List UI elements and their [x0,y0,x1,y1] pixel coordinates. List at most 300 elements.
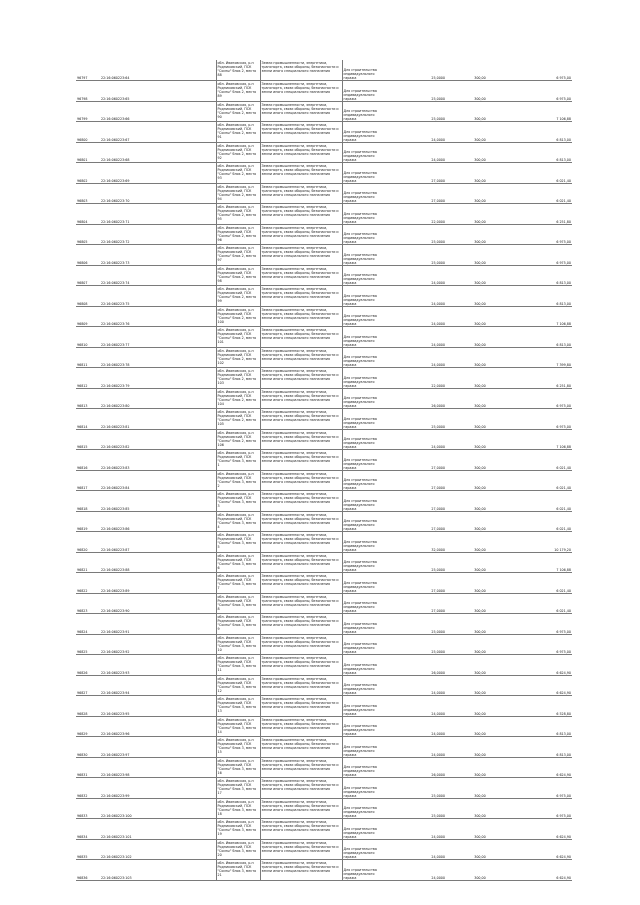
land-category: Земли промышленности, энергетики, транспорта, связи обороны, безопасности и земли иного специального назначения [260,860,342,881]
rate-value: 300,00 [446,737,514,758]
cost-value: 6 021,40 [514,183,572,204]
rate-value: 300,00 [446,204,514,225]
row-number: 96817 [76,470,100,491]
cost-value: 6 975,00 [514,81,572,102]
cost-value: 6 813,00 [514,286,572,307]
row-number: 96804 [76,204,100,225]
land-category: Земли промышленности, энергетики, транспорта, связи обороны, безопасности и земли иного специального назначения [260,409,342,430]
permitted-use: Для строительства индивидуального гаража [342,347,386,368]
address: обл. Ивановская, р-н Родниковский, ПСК "Сосны" блок 2, место 102 [216,347,260,368]
cadastral-number: 22:16:060223:87 [100,532,216,553]
row-number: 96834 [76,819,100,840]
rate-value: 300,00 [446,839,514,860]
address: обл. Ивановская, р-н Родниковский, ПСК "Сосны" блок 2, место 95 [216,204,260,225]
area-value: 25,0000 [386,60,446,81]
row-number: 96826 [76,655,100,676]
address: обл. Ивановская, р-н Родниковский, ПСК "Сосны" блок 3, место 6 [216,552,260,573]
rate-value: 300,00 [446,778,514,799]
permitted-use: Для строительства индивидуального гаража [342,696,386,717]
land-category: Земли промышленности, энергетики, транспорта, связи обороны, безопасности и земли иного специального назначения [260,573,342,594]
land-category: Земли промышленности, энергетики, транспорта, связи обороны, безопасности и земли иного специального назначения [260,511,342,532]
permitted-use: Для строительства индивидуального гаража [342,327,386,348]
permitted-use: Для строительства индивидуального гаража [342,614,386,635]
permitted-use: Для строительства индивидуального гаража [342,552,386,573]
row-number: 96809 [76,306,100,327]
land-category: Земли промышленности, энергетики, транспорта, связи обороны, безопасности и земли иного специального назначения [260,327,342,348]
area-value: 27,0000 [386,470,446,491]
cadastral-number: 22:16:060223:68 [100,142,216,163]
rate-value: 300,00 [446,368,514,389]
cadastral-number: 22:16:060223:73 [100,245,216,266]
cadastral-number: 22:16:060223:80 [100,388,216,409]
land-plot-table [76,60,572,881]
address: обл. Ивановская, р-н Родниковский, ПСК "Сосны" блок 3, место 11 [216,655,260,676]
table-row [76,511,572,532]
area-value: 26,0000 [386,388,446,409]
cadastral-number: 22:16:060223:84 [100,470,216,491]
permitted-use: Для строительства индивидуального гаража [342,224,386,245]
row-number: 96831 [76,757,100,778]
row-number: 96829 [76,716,100,737]
land-category: Земли промышленности, энергетики, транспорта, связи обороны, безопасности и земли иного специального назначения [260,470,342,491]
land-category: Земли промышленности, энергетики, транспорта, связи обороны, безопасности и земли иного специального назначения [260,306,342,327]
permitted-use: Для строительства индивидуального гаража [342,491,386,512]
permitted-use: Для строительства индивидуального гаража [342,634,386,655]
table-row [76,675,572,696]
address: обл. Ивановская, р-н Родниковский, ПСК "Сосны" блок 3, место 2 [216,470,260,491]
rate-value: 300,00 [446,286,514,307]
rate-value: 300,00 [446,347,514,368]
address: обл. Ивановская, р-н Родниковский, ПСК "Сосны" блок 2, место 99 [216,286,260,307]
cost-value: 7 106,88 [514,101,572,122]
table-row [76,265,572,286]
row-number: 96830 [76,737,100,758]
permitted-use: Для строительства индивидуального гаража [342,245,386,266]
table-row [76,552,572,573]
cadastral-number: 22:16:060223:88 [100,552,216,573]
row-number: 96821 [76,552,100,573]
table-row [76,245,572,266]
rate-value: 300,00 [446,614,514,635]
permitted-use: Для строительства индивидуального гаража [342,183,386,204]
table-row [76,347,572,368]
row-number: 96799 [76,101,100,122]
rate-value: 300,00 [446,491,514,512]
rate-value: 300,00 [446,81,514,102]
row-number: 96798 [76,81,100,102]
cadastral-number: 22:16:060223:92 [100,634,216,655]
cost-value: 6 813,00 [514,737,572,758]
area-value: 26,0000 [386,655,446,676]
land-category: Земли промышленности, энергетики, транспорта, связи обороны, безопасности и земли иного специального назначения [260,614,342,635]
permitted-use: Для строительства индивидуального гаража [342,409,386,430]
cost-value: 6 813,00 [514,716,572,737]
cadastral-number: 22:16:060223:66 [100,101,216,122]
permitted-use: Для строительства индивидуального гаража [342,737,386,758]
table-row [76,716,572,737]
permitted-use: Для строительства индивидуального гаража [342,593,386,614]
permitted-use: Для строительства индивидуального гаража [342,265,386,286]
address: обл. Ивановская, р-н Родниковский, ПСК "Сосны" блок 3, место 14 [216,716,260,737]
row-number: 96808 [76,286,100,307]
land-category: Земли промышленности, энергетики, транспорта, связи обороны, безопасности и земли иного специального назначения [260,655,342,676]
cost-value: 6 624,90 [514,757,572,778]
cost-value: 6 624,90 [514,819,572,840]
permitted-use: Для строительства индивидуального гаража [342,286,386,307]
address: обл. Ивановская, р-н Родниковский, ПСК "Сосны" блок 3, место 4 [216,511,260,532]
land-category: Земли промышленности, энергетики, транспорта, связи обороны, безопасности и земли иного специального назначения [260,593,342,614]
land-category: Земли промышленности, энергетики, транспорта, связи обороны, безопасности и земли иного специального назначения [260,286,342,307]
row-number: 96816 [76,450,100,471]
permitted-use: Для строительства индивидуального гаража [342,60,386,81]
area-value: 27,0000 [386,450,446,471]
row-number: 96819 [76,511,100,532]
area-value: 25,0000 [386,552,446,573]
cadastral-number: 22:16:060223:77 [100,327,216,348]
cadastral-number: 22:16:060223:90 [100,593,216,614]
permitted-use: Для строительства индивидуального гаража [342,573,386,594]
table-row [76,327,572,348]
permitted-use: Для строительства индивидуального гаража [342,757,386,778]
row-number: 96823 [76,593,100,614]
land-category: Земли промышленности, энергетики, транспорта, связи обороны, безопасности и земли иного специального назначения [260,388,342,409]
address: обл. Ивановская, р-н Родниковский, ПСК "Сосны" блок 2, место 88 [216,60,260,81]
row-number: 96811 [76,347,100,368]
permitted-use: Для строительства индивидуального гаража [342,860,386,881]
row-number: 96802 [76,163,100,184]
land-category: Земли промышленности, энергетики, транспорта, связи обороны, безопасности и земли иного специального назначения [260,60,342,81]
address: обл. Ивановская, р-н Родниковский, ПСК "Сосны" блок 3, место 7 [216,573,260,594]
address: обл. Ивановская, р-н Родниковский, ПСК "Сосны" блок 2, место 89 [216,81,260,102]
cost-value: 6 975,00 [514,778,572,799]
cadastral-number: 22:16:060223:75 [100,286,216,307]
cost-value: 6 813,00 [514,327,572,348]
row-number: 96801 [76,142,100,163]
address: обл. Ивановская, р-н Родниковский, ПСК "Сосны" блок 2, место 91 [216,122,260,143]
rate-value: 300,00 [446,306,514,327]
row-number: 96818 [76,491,100,512]
cost-value: 6 624,90 [514,675,572,696]
cost-value: 10 179,20 [514,532,572,553]
permitted-use: Для строительства индивидуального гаража [342,839,386,860]
cadastral-number: 22:16:060223:69 [100,163,216,184]
row-number: 96807 [76,265,100,286]
table-row [76,60,572,81]
area-value: 24,0000 [386,327,446,348]
address: обл. Ивановская, р-н Родниковский, ПСК "Сосны" блок 3, место 19 [216,819,260,840]
cadastral-number: 22:16:060223:79 [100,368,216,389]
land-category: Земли промышленности, энергетики, транспорта, связи обороны, безопасности и земли иного специального назначения [260,819,342,840]
row-number: 96812 [76,368,100,389]
rate-value: 300,00 [446,450,514,471]
row-number: 96800 [76,122,100,143]
land-category: Земли промышленности, энергетики, транспорта, связи обороны, безопасности и земли иного специального назначения [260,122,342,143]
address: обл. Ивановская, р-н Родниковский, ПСК "Сосны" блок 2, место 103 [216,368,260,389]
address: обл. Ивановская, р-н Родниковский, ПСК "Сосны" блок 3, место 13 [216,696,260,717]
cost-value: 6 021,40 [514,511,572,532]
address: обл. Ивановская, р-н Родниковский, ПСК "Сосны" блок 2, место 100 [216,306,260,327]
rate-value: 300,00 [446,593,514,614]
address: обл. Ивановская, р-н Родниковский, ПСК "Сосны" блок 3, место 5 [216,532,260,553]
table-row [76,757,572,778]
land-category: Земли промышленности, энергетики, транспорта, связи обороны, безопасности и земли иного специального назначения [260,163,342,184]
table-row [76,737,572,758]
table-body [76,60,572,880]
cadastral-number: 22:16:060223:93 [100,655,216,676]
table-row [76,306,572,327]
area-value: 24,0000 [386,860,446,881]
cadastral-number: 22:16:060223:82 [100,429,216,450]
table-row [76,532,572,553]
table-row [76,491,572,512]
rate-value: 300,00 [446,573,514,594]
land-category: Земли промышленности, энергетики, транспорта, связи обороны, безопасности и земли иного специального назначения [260,839,342,860]
permitted-use: Для строительства индивидуального гаража [342,716,386,737]
area-value: 24,0000 [386,286,446,307]
cost-value: 7 106,88 [514,552,572,573]
land-category: Земли промышленности, энергетики, транспорта, связи обороны, безопасности и земли иного специального назначения [260,224,342,245]
permitted-use: Для строительства индивидуального гаража [342,101,386,122]
table-row [76,450,572,471]
table-row [76,634,572,655]
row-number: 96805 [76,224,100,245]
cadastral-number: 22:16:060223:99 [100,778,216,799]
cost-value: 6 021,40 [514,450,572,471]
address: обл. Ивановская, р-н Родниковский, ПСК "Сосны" блок 3, место 18 [216,798,260,819]
permitted-use: Для строительства индивидуального гаража [342,470,386,491]
rate-value: 300,00 [446,163,514,184]
cadastral-number: 22:16:060223:103 [100,860,216,881]
cadastral-number: 22:16:060223:83 [100,450,216,471]
land-category: Земли промышленности, энергетики, транспорта, связи обороны, безопасности и земли иного специального назначения [260,429,342,450]
cost-value: 6 975,00 [514,614,572,635]
table-row [76,614,572,635]
table-row [76,409,572,430]
address: обл. Ивановская, р-н Родниковский, ПСК "Сосны" блок 2, место 106 [216,429,260,450]
table-row [76,593,572,614]
area-value: 24,0000 [386,839,446,860]
cadastral-number: 22:16:060223:64 [100,60,216,81]
cost-value: 6 624,90 [514,839,572,860]
address: обл. Ивановская, р-н Родниковский, ПСК "Сосны" блок 2, место 98 [216,265,260,286]
cadastral-number: 22:16:060223:89 [100,573,216,594]
row-number: 96813 [76,388,100,409]
row-number: 96825 [76,634,100,655]
area-value: 25,0000 [386,798,446,819]
cost-value: 6 021,40 [514,491,572,512]
permitted-use: Для строительства индивидуального гаража [342,819,386,840]
permitted-use: Для строительства индивидуального гаража [342,142,386,163]
cost-value: 6 975,00 [514,245,572,266]
table-row [76,573,572,594]
row-number: 96836 [76,860,100,881]
address: обл. Ивановская, р-н Родниковский, ПСК "Сосны" блок 3, место 12 [216,675,260,696]
rate-value: 300,00 [446,757,514,778]
area-value: 27,0000 [386,491,446,512]
address: обл. Ивановская, р-н Родниковский, ПСК "Сосны" блок 3, место 16 [216,757,260,778]
area-value: 22,0000 [386,368,446,389]
land-category: Земли промышленности, энергетики, транспорта, связи обороны, безопасности и земли иного специального назначения [260,778,342,799]
cadastral-number: 22:16:060223:67 [100,122,216,143]
table-row [76,429,572,450]
address: обл. Ивановская, р-н Родниковский, ПСК "Сосны" блок 2, место 104 [216,388,260,409]
table-row [76,778,572,799]
row-number: 96822 [76,573,100,594]
cost-value: 6 813,00 [514,142,572,163]
rate-value: 300,00 [446,716,514,737]
cost-value: 6 021,40 [514,593,572,614]
table-row [76,696,572,717]
cost-value: 6 975,00 [514,409,572,430]
cadastral-number: 22:16:060223:65 [100,81,216,102]
table-row [76,819,572,840]
table-row [76,286,572,307]
area-value: 25,0000 [386,634,446,655]
cadastral-number: 22:16:060223:74 [100,265,216,286]
rate-value: 300,00 [446,101,514,122]
area-value: 24,0000 [386,142,446,163]
area-value: 27,0000 [386,511,446,532]
row-number: 96835 [76,839,100,860]
cost-value: 6 251,80 [514,204,572,225]
permitted-use: Для строительства индивидуального гаража [342,450,386,471]
land-category: Земли промышленности, энергетики, транспорта, связи обороны, безопасности и земли иного специального назначения [260,491,342,512]
permitted-use: Для строительства индивидуального гаража [342,204,386,225]
cost-value: 6 975,00 [514,224,572,245]
rate-value: 300,00 [446,860,514,881]
address: обл. Ивановская, р-н Родниковский, ПСК "Сосны" блок 3, место 10 [216,634,260,655]
row-number: 96824 [76,614,100,635]
land-category: Земли промышленности, энергетики, транспорта, связи обороны, безопасности и земли иного специального назначения [260,101,342,122]
area-value: 24,0000 [386,306,446,327]
cadastral-number: 22:16:060223:91 [100,614,216,635]
address: обл. Ивановская, р-н Родниковский, ПСК "Сосны" блок 3, место 15 [216,737,260,758]
row-number: 96820 [76,532,100,553]
address: обл. Ивановская, р-н Родниковский, ПСК "Сосны" блок 3, место 21 [216,860,260,881]
table-row [76,122,572,143]
area-value: 27,0000 [386,163,446,184]
cadastral-number: 22:16:060223:81 [100,409,216,430]
cost-value: 6 975,00 [514,60,572,81]
cost-value: 7 106,88 [514,306,572,327]
cadastral-number: 22:16:060223:98 [100,757,216,778]
area-value: 25,0000 [386,81,446,102]
cost-value: 6 624,90 [514,655,572,676]
rate-value: 300,00 [446,798,514,819]
area-value: 24,0000 [386,819,446,840]
rate-value: 300,00 [446,224,514,245]
permitted-use: Для строительства индивидуального гаража [342,675,386,696]
rate-value: 300,00 [446,265,514,286]
table-row [76,183,572,204]
area-value: 24,0000 [386,675,446,696]
table-row [76,798,572,819]
land-category: Земли промышленности, энергетики, транспорта, связи обороны, безопасности и земли иного специального назначения [260,532,342,553]
row-number: 96806 [76,245,100,266]
cadastral-number: 22:16:060223:96 [100,716,216,737]
table-row [76,142,572,163]
address: обл. Ивановская, р-н Родниковский, ПСК "Сосны" блок 3, место 1 [216,450,260,471]
cost-value: 6 021,40 [514,573,572,594]
table-row [76,655,572,676]
permitted-use: Для строительства индивидуального гаража [342,532,386,553]
land-category: Земли промышленности, энергетики, транспорта, связи обороны, безопасности и земли иного специального назначения [260,757,342,778]
rate-value: 300,00 [446,142,514,163]
row-number: 96797 [76,60,100,81]
permitted-use: Для строительства индивидуального гаража [342,388,386,409]
area-value: 24,0000 [386,122,446,143]
rate-value: 300,00 [446,429,514,450]
area-value: 32,0000 [386,532,446,553]
rate-value: 300,00 [446,327,514,348]
land-category: Земли промышленности, энергетики, транспорта, связи обороны, безопасности и земли иного специального назначения [260,450,342,471]
row-number: 96815 [76,429,100,450]
cost-value: 6 021,40 [514,163,572,184]
land-category: Земли промышленности, энергетики, транспорта, связи обороны, безопасности и земли иного специального назначения [260,368,342,389]
area-value: 27,0000 [386,573,446,594]
address: обл. Ивановская, р-н Родниковский, ПСК "Сосны" блок 3, место 3 [216,491,260,512]
table-row [76,101,572,122]
land-category: Земли промышленности, энергетики, транспорта, связи обороны, безопасности и земли иного специального назначения [260,552,342,573]
cost-value: 7 106,88 [514,429,572,450]
rate-value: 300,00 [446,696,514,717]
cadastral-number: 22:16:060223:71 [100,204,216,225]
area-value: 25,0000 [386,224,446,245]
table-row [76,388,572,409]
row-number: 96827 [76,675,100,696]
land-category: Земли промышленности, энергетики, транспорта, связи обороны, безопасности и земли иного специального назначения [260,675,342,696]
permitted-use: Для строительства индивидуального гаража [342,122,386,143]
address: обл. Ивановская, р-н Родниковский, ПСК "Сосны" блок 2, место 93 [216,163,260,184]
rate-value: 300,00 [446,183,514,204]
land-category: Земли промышленности, энергетики, транспорта, связи обороны, безопасности и земли иного специального назначения [260,204,342,225]
cost-value: 6 021,40 [514,470,572,491]
table-row [76,470,572,491]
address: обл. Ивановская, р-н Родниковский, ПСК "Сосны" блок 2, место 96 [216,224,260,245]
land-category: Земли промышленности, энергетики, транспорта, связи обороны, безопасности и земли иного специального назначения [260,634,342,655]
area-value: 24,0000 [386,265,446,286]
rate-value: 300,00 [446,532,514,553]
table-row [76,860,572,881]
cost-value: 6 251,80 [514,368,572,389]
permitted-use: Для строительства индивидуального гаража [342,368,386,389]
rate-value: 300,00 [446,675,514,696]
land-category: Земли промышленности, энергетики, транспорта, связи обороны, безопасности и земли иного специального назначения [260,245,342,266]
row-number: 96810 [76,327,100,348]
address: обл. Ивановская, р-н Родниковский, ПСК "Сосны" блок 3, место 20 [216,839,260,860]
rate-value: 300,00 [446,819,514,840]
area-value: 27,0000 [386,183,446,204]
address: обл. Ивановская, р-н Родниковский, ПСК "Сосны" блок 2, место 97 [216,245,260,266]
land-category: Земли промышленности, энергетики, транспорта, связи обороны, безопасности и земли иного специального назначения [260,142,342,163]
table-row [76,839,572,860]
permitted-use: Для строительства индивидуального гаража [342,511,386,532]
cost-value: 6 624,90 [514,860,572,881]
rate-value: 300,00 [446,511,514,532]
permitted-use: Для строительства индивидуального гаража [342,163,386,184]
cost-value: 6 813,00 [514,265,572,286]
address: обл. Ивановская, р-н Родниковский, ПСК "Сосны" блок 3, место 9 [216,614,260,635]
row-number: 96833 [76,798,100,819]
land-category: Земли промышленности, энергетики, транспорта, связи обороны, безопасности и земли иного специального назначения [260,716,342,737]
land-category: Земли промышленности, энергетики, транспорта, связи обороны, безопасности и земли иного специального назначения [260,347,342,368]
table-row [76,163,572,184]
cadastral-number: 22:16:060223:100 [100,798,216,819]
address: обл. Ивановская, р-н Родниковский, ПСК "Сосны" блок 2, место 101 [216,327,260,348]
cadastral-number: 22:16:060223:94 [100,675,216,696]
permitted-use: Для строительства индивидуального гаража [342,81,386,102]
area-value: 24,0000 [386,347,446,368]
